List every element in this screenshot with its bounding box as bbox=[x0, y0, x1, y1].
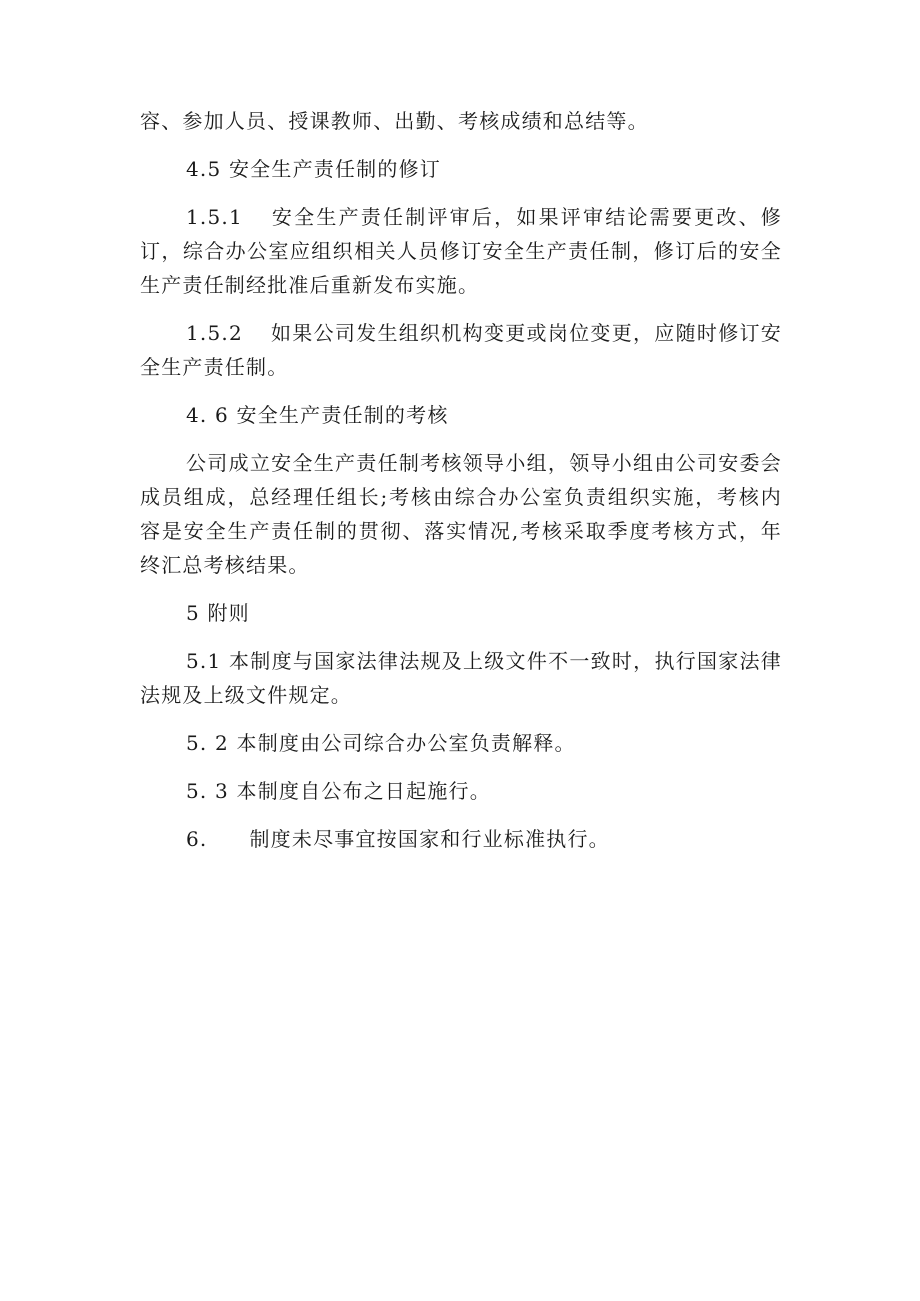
item-6-paragraph bbox=[140, 822, 782, 856]
section-4-5-heading: 4.5 安全生产责任制的修订 bbox=[186, 157, 441, 181]
item-5-1-paragraph: 5.1 本制度与国家法律法规及上级文件不一致时，执行国家法律法规及上级文件规定。 bbox=[140, 649, 782, 707]
continuation-paragraph: 容、参加人员、授课教师、出勤、考核成绩和总结等。 bbox=[140, 109, 649, 133]
item-1-5-1-paragraph bbox=[140, 200, 782, 302]
item-1-5-1-number: 1.5.1 bbox=[186, 205, 243, 229]
item-6-number: 6. bbox=[186, 827, 208, 851]
item-1-5-2-number: 1.5.2 bbox=[186, 321, 243, 345]
item-1-5-2-text: 如果公司发生组织机构变更或岗位变更，应随时修订安全生产责任制。 bbox=[140, 321, 782, 379]
section-4-6-heading: 4. 6 安全生产责任制的考核 bbox=[186, 403, 449, 427]
item-1-5-1-text: 安全生产责任制评审后，如果评审结论需要更改、修订，综合办公室应组织相关人员修订安全生产责任制，修订后的安全生产责任制经批准后重新发布实施。 bbox=[140, 205, 782, 297]
item-5-3-paragraph: 5. 3 本制度自公布之日起施行。 bbox=[186, 779, 491, 803]
item-1-5-2-paragraph bbox=[140, 316, 782, 384]
document-body bbox=[140, 104, 782, 870]
item-6-text: 制度未尽事宜按国家和行业标准执行。 bbox=[249, 827, 610, 851]
section-4-6-paragraph: 公司成立安全生产责任制考核领导小组，领导小组由公司安委会成员组成，总经理任组长;考核由综合办公室负责组织实施，考核内容是安全生产责任制的贯彻、落实情况,考核采取季度考核方式，年终汇总考核结果。 bbox=[140, 451, 782, 577]
section-5-heading: 5 附则 bbox=[186, 601, 250, 625]
item-5-2-paragraph: 5. 2 本制度由公司综合办公室负责解释。 bbox=[186, 731, 576, 755]
